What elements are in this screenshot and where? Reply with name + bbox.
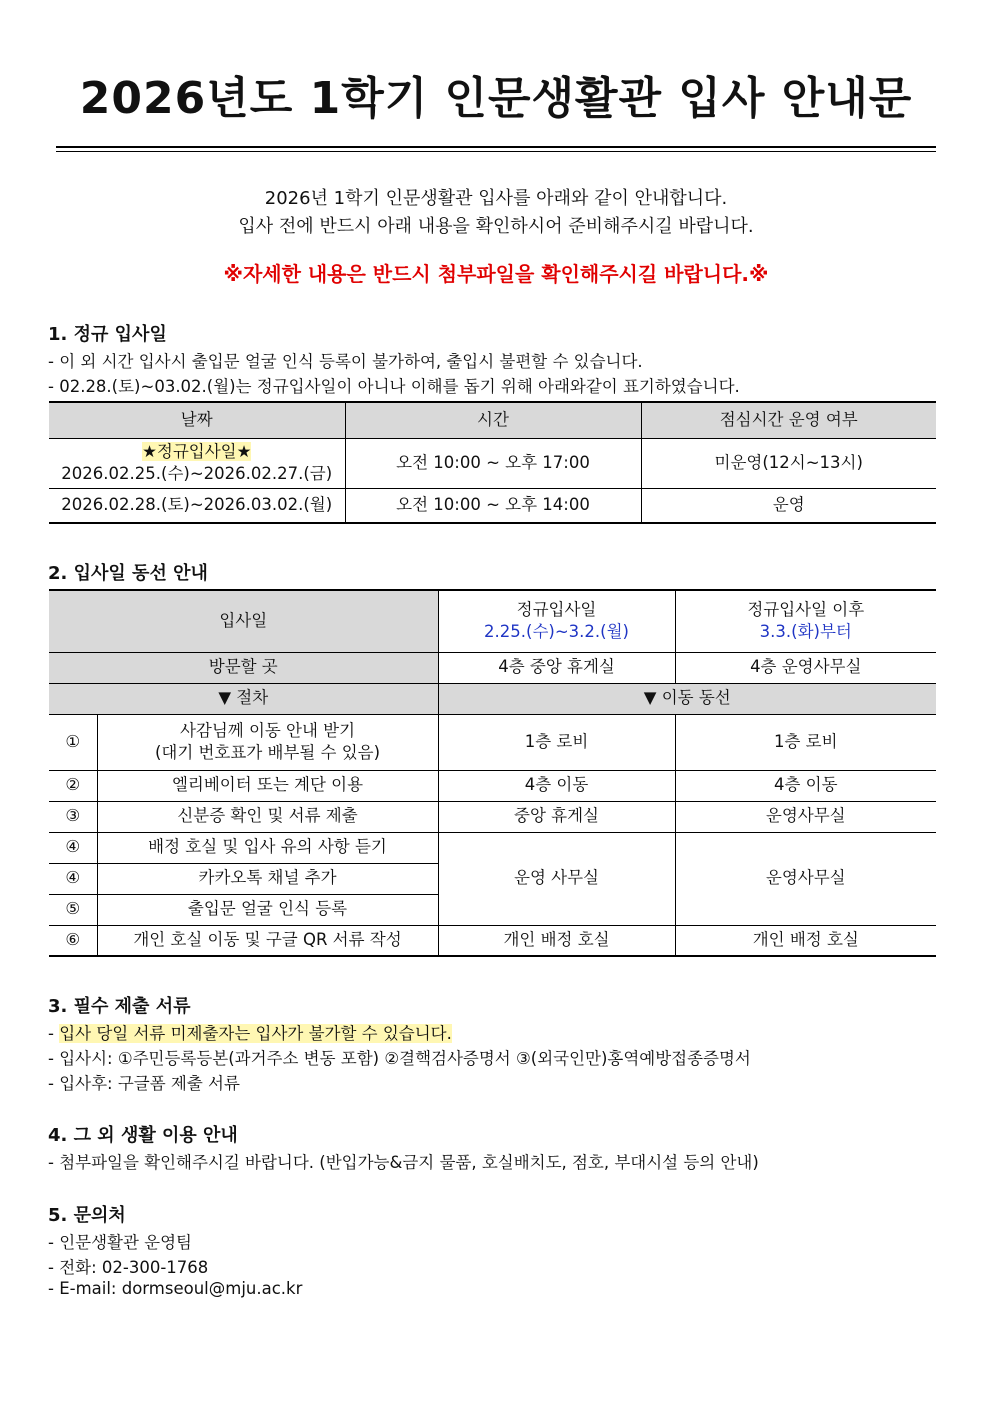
move-in-route-table [49,589,936,957]
step-after: 개인 배정 호실 [675,925,936,956]
section-1-title: 1. 정규 입사일 [48,324,167,345]
date-cell: 2026.02.28.(토)~2026.03.02.(월) [49,488,345,523]
step-text: 신분증 확인 및 서류 제출 [97,801,438,832]
after-day-header [675,590,936,652]
step-after: 1층 로비 [675,714,936,770]
section-4-title: 4. 그 외 생활 이용 안내 [48,1125,238,1146]
step-number: ④ [49,863,97,894]
header-date: 날짜 [49,402,345,438]
section-3-line-1 [48,1020,452,1044]
step-after: 4층 이동 [675,770,936,801]
step-number: ④ [49,832,97,863]
step-number: ① [49,714,97,770]
title-divider [56,146,936,148]
route-header: ▼ 이동 동선 [438,683,936,714]
table-row [49,438,936,488]
step-number: ② [49,770,97,801]
step-number: ③ [49,801,97,832]
section-1-note-1: - 이 외 시간 입사시 출입문 얼굴 인식 등록이 불가하여, 출입시 불편할 수 있습니다. [48,352,643,371]
header-lunch: 점심시간 운영 여부 [641,402,936,438]
step-number: ⑥ [49,925,97,956]
time-cell: 오전 10:00 ~ 오후 17:00 [345,438,641,488]
regular-move-in-table [49,401,936,524]
procedure-header: ▼ 절차 [49,683,438,714]
visit-after: 4층 운영사무실 [675,652,936,683]
dash: - [48,1024,60,1043]
step-regular: 개인 배정 호실 [438,925,675,956]
regular-day-header [438,590,675,652]
table-row [49,770,936,801]
step-text [97,714,438,770]
date-range: 2026.02.25.(수)~2026.02.27.(금) [61,464,333,483]
step-after: 운영사무실 [675,801,936,832]
step-text: 엘리베이터 또는 계단 이용 [97,770,438,801]
title-divider-thin [56,151,936,152]
attachment-notice: ※자세한 내용은 반드시 첨부파일을 확인해주시길 바랍니다.※ [223,262,769,286]
regular-tag: ★정규입사일★ [142,441,252,461]
step-text: 출입문 얼굴 인식 등록 [97,894,438,925]
contact-team: - 인문생활관 운영팀 [48,1233,192,1252]
intro-line-1: 2026년 1학기 인문생활관 입사를 아래와 같이 안내합니다. [264,188,728,209]
regular-day-date: 2.25.(수)~3.2.(월) [484,622,629,642]
header-time: 시간 [345,402,641,438]
visit-regular: 4층 중앙 휴게실 [438,652,675,683]
after-day-date: 3.3.(화)부터 [759,622,852,642]
contact-email: - E-mail: dormseoul@mju.ac.kr [48,1279,303,1298]
table-row [49,801,936,832]
step-after: 운영사무실 [675,832,936,925]
visit-label: 방문할 곳 [49,652,438,683]
time-cell: 오전 10:00 ~ 오후 14:00 [345,488,641,523]
table-row [49,832,936,863]
step-text-line-1: 사감님께 이동 안내 받기 [179,720,356,740]
step-text: 배정 호실 및 입사 유의 사항 듣기 [97,832,438,863]
step-text: 개인 호실 이동 및 구글 QR 서류 작성 [97,925,438,956]
intro-line-2: 입사 전에 반드시 아래 내용을 확인하시어 준비해주시길 바랍니다. [238,216,754,237]
document-title: 2026년도 1학기 인문생활관 입사 안내문 [79,73,913,124]
section-4-line-1: - 첨부파일을 확인해주시길 바랍니다. (반입가능&금지 물품, 호실배치도, 점호, 부대시설 등의 안내) [48,1153,759,1172]
table-row [49,714,936,770]
section-3-title: 3. 필수 제출 서류 [48,996,191,1017]
after-day-label: 정규입사일 이후 [747,599,865,619]
move-in-day-header: 입사일 [49,590,438,652]
step-regular: 운영 사무실 [438,832,675,925]
section-3-line-2: - 입사시: ①주민등록등본(과거주소 변동 포함) ②결핵검사증명서 ③(외국인만)홍역예방접종증명서 [48,1049,751,1068]
lunch-cell: 운영 [641,488,936,523]
section-2-title: 2. 입사일 동선 안내 [48,563,208,584]
step-number: ⑤ [49,894,97,925]
lunch-cell: 미운영(12시~13시) [641,438,936,488]
step-regular: 1층 로비 [438,714,675,770]
section-1-note-2: - 02.28.(토)~03.02.(월)는 정규입사일이 아니나 이해를 돕기 위해 아래와같이 표기하였습니다. [48,377,740,396]
date-cell [49,438,345,488]
contact-phone: - 전화: 02-300-1768 [48,1258,209,1277]
step-regular: 중앙 휴게실 [438,801,675,832]
step-text: 카카오톡 채널 추가 [97,863,438,894]
regular-day-label: 정규입사일 [516,599,597,619]
table-row [49,488,936,523]
section-3-line-3: - 입사후: 구글폼 제출 서류 [48,1074,240,1093]
warning-highlight: 입사 당일 서류 미제출자는 입사가 불가할 수 있습니다. [59,1024,452,1043]
section-5-title: 5. 문의처 [48,1205,126,1226]
table-row [49,925,936,956]
step-text-line-2: (대기 번호표가 배부될 수 있음) [154,743,381,762]
step-regular: 4층 이동 [438,770,675,801]
